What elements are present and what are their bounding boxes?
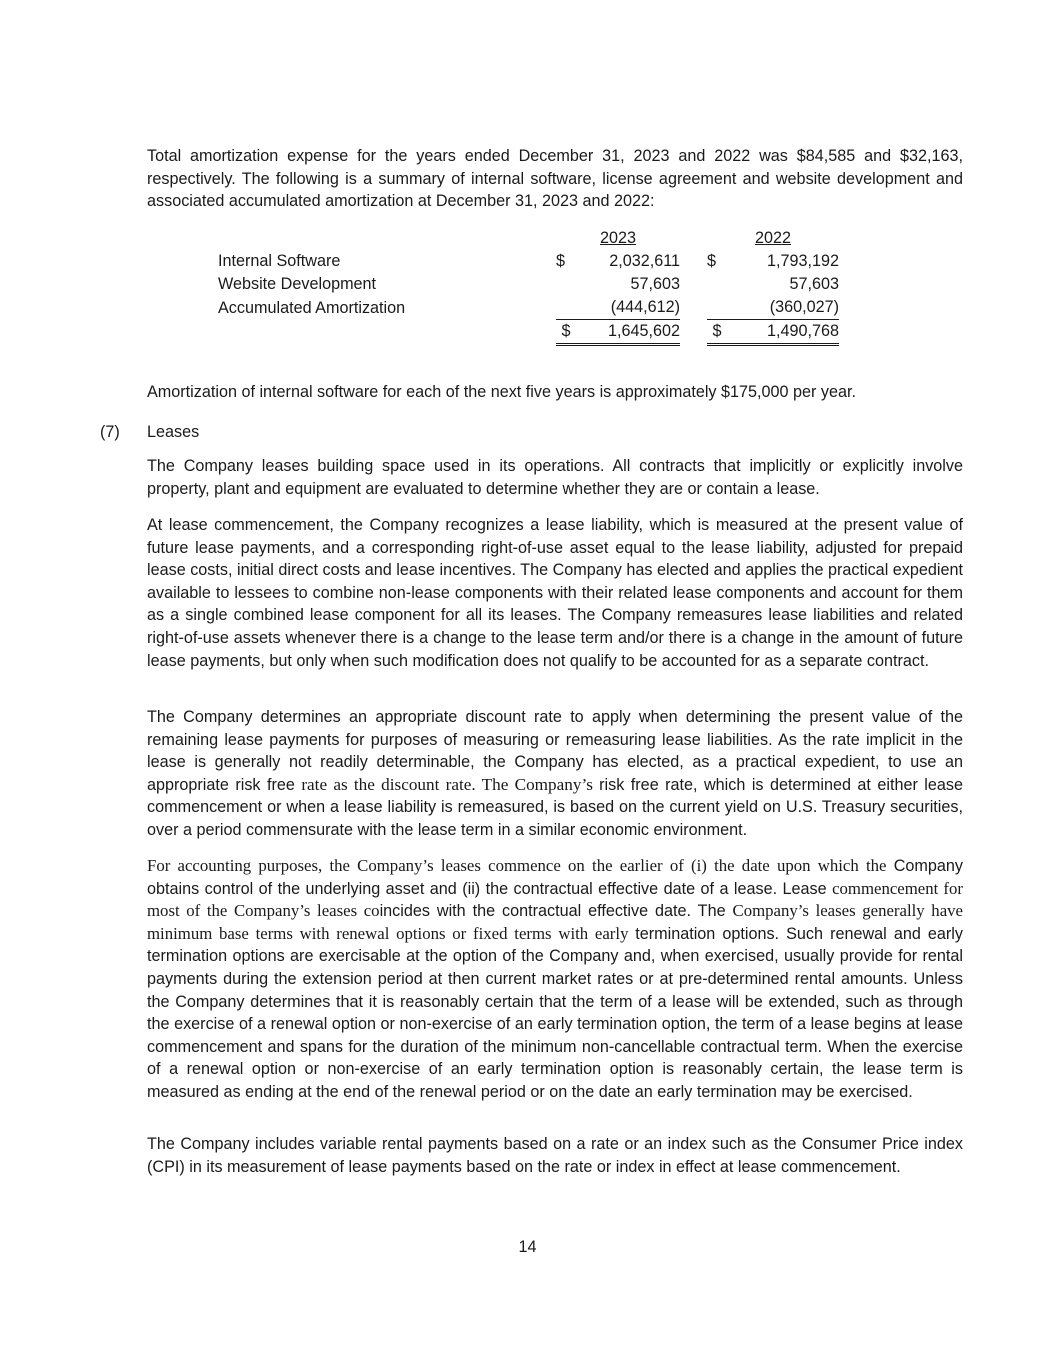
total-2023: 1,645,602 (576, 320, 680, 345)
paragraph-4-serif-segment: commencement for most of the Company’s leases co (147, 878, 963, 921)
row-label: Accumulated Amortization (218, 298, 406, 317)
table-row (218, 273, 839, 296)
row-label (218, 320, 548, 345)
paragraph-4-segment: termination options. Such renewal and early termination options are exercisable at the option of the Company and, when exercised, usually provide for rental payments during the extension period at then current market rates or at pre-determined rental amounts. Unless the Company determines that it is reasonably certain that the term of a lease will be extended, such as through the exercise of a renewal option or non-exercise of an early termination option, the term of a lease begins at lease commencement and spans for the duration of the minimum non-cancellable contractual term. When the exercise of a renewal option or non-exercise of an early termination option is reasonably certain, the lease term is measured as ending at the end of the renewal period or on the date an early termination may be exercised. (147, 924, 963, 1101)
currency-symbol (707, 273, 727, 296)
amortization-note: Amortization of internal software for each of the next five years is approximately $175,000 per year. (147, 383, 857, 401)
paragraph-4-serif-segment: Company’s leases generally have minimum base terms with renewal options or fixed terms with early (147, 901, 963, 943)
leases-paragraph-1: The Company leases building space used in its operations. All contracts that implicitly or explicitly involve property, plant and equipment are evaluated to determine whether they are or contain a lease. (147, 457, 963, 498)
year-2022-header: 2022 (754, 229, 791, 247)
total-2022: 1,490,768 (727, 320, 839, 345)
value-2023: 2,032,611 (609, 252, 680, 270)
currency-symbol: $ (556, 320, 576, 345)
section-number: (7) (100, 423, 120, 441)
value-2022: 1,793,192 (766, 252, 839, 270)
currency-symbol: $ (707, 320, 727, 345)
currency-symbol (556, 273, 576, 296)
table-row (218, 250, 839, 273)
leases-paragraph-5: The Company includes variable rental payments based on a rate or an index such as the Consumer Price index (CPI) in its measurement of lease payments based on the rate or index in effect at lease commencement. (147, 1135, 963, 1176)
row-label: Website Development (218, 275, 377, 293)
intro-paragraph: Total amortization expense for the years ended December 31, 2023 and 2022 was $84,585 and $32,163, respectively. The following is a summary of internal software, license agreement and website development and associated accumulated amortization at December 31, 2023 and 2022: (147, 147, 963, 211)
paragraph-3-segment: risk free rate, which is determined at either lease commencement or when a lease liability is remeasured, is based on the current yield on U.S. Treasury securities, over a period commensurate with the lease term in a similar economic environment. (147, 775, 963, 839)
value-2022: 57,603 (789, 275, 839, 293)
currency-symbol: $ (707, 252, 717, 270)
value-2022: (360,027) (727, 296, 839, 320)
paragraph-4-segment: Company obtains control of the underlying asset and (ii) the contractual effective date of a lease. Lease (147, 857, 963, 898)
leases-paragraph-4 (147, 855, 963, 1104)
paragraph-3-serif-segment: rate as the discount rate. The Company’s (301, 774, 600, 794)
year-2023-header: 2023 (599, 229, 636, 247)
paragraph-4-serif-segment: For accounting purposes, the Company’s leases commence on the earlier of (i) the date upon which the (147, 856, 894, 875)
paragraph-3-segment: The Company determines an appropriate discount rate to apply when determining the present value of the remaining lease payments for purposes of measuring or remeasuring lease liabilities. As the rate implicit in the lease is generally not readily determinable, the Company has elected, as a practical expedient, to use an appropriate risk free (147, 708, 963, 794)
section-title: Leases (147, 423, 200, 441)
page-number: 14 (518, 1238, 537, 1256)
table-row (218, 296, 839, 320)
row-label: Internal Software (218, 252, 341, 270)
value-2023: (444,612) (576, 296, 680, 320)
paragraph-4-segment: incides with the contractual effective date. The (379, 902, 733, 921)
leases-paragraph-3 (147, 706, 963, 842)
leases-paragraph-2: At lease commencement, the Company recognizes a lease liability, which is measured at the present value of future lease payments, and a corresponding right-of-use asset equal to the lease liability, adjusted for prepaid lease costs, initial direct costs and lease incentives. The Company has elected and applies the practical expedient available to lessees to combine non-lease components with their related lease components and account for them as a single combined lease component for all its leases. The Company remeasures lease liabilities and related right-of-use assets whenever there is a change to the lease term and/or there is a change in the amount of future lease payments, but only when such modification does not qualify to be accounted for as a separate contract. (147, 516, 963, 670)
currency-symbol: $ (556, 252, 566, 270)
amortization-schedule-table (218, 227, 839, 346)
currency-symbol (556, 296, 576, 320)
total-row (218, 320, 839, 345)
currency-symbol (707, 296, 727, 320)
table-header-row (218, 227, 839, 250)
value-2023: 57,603 (630, 275, 680, 293)
